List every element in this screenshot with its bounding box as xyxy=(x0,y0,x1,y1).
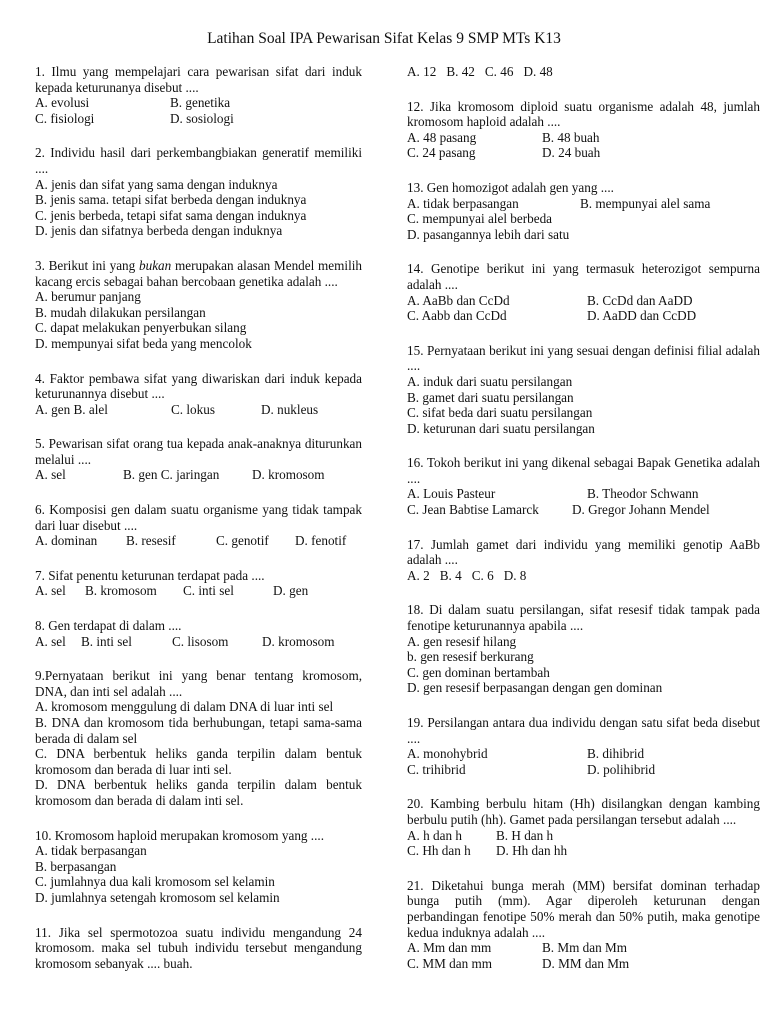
option-d: D. nukleus xyxy=(261,401,319,417)
question-11 xyxy=(35,925,362,972)
question-stem: 15. Pernyataan berikut ini yang sesuai dengan definisi filial adalah .... xyxy=(407,342,760,374)
option-d: D. gen xyxy=(273,583,309,599)
option-c: C. Aabb dan CcDd xyxy=(407,308,507,324)
right-column xyxy=(407,64,760,971)
option-c: C. 24 pasang xyxy=(407,145,476,161)
option-c: C. mempunyai alel berbeda xyxy=(407,211,553,227)
option-d: D. DNA berbentuk heliks ganda terpilin dalam bentuk kromosom dan berada di dalam inti sel. xyxy=(35,777,362,808)
option-b: B. kromosom xyxy=(85,583,157,599)
option-a: A. tidak berpasangan xyxy=(407,195,519,211)
option-d: D. jumlahnya setengah kromosom sel kelamin xyxy=(35,889,280,905)
option-d: D. fenotif xyxy=(295,533,347,549)
option-b: B. resesif xyxy=(126,533,176,549)
option-b: B. Theodor Schwann xyxy=(587,486,699,502)
option-c: C. dapat melakukan penyerbukan silang xyxy=(35,320,247,336)
question-20 xyxy=(407,796,760,858)
option-c: C. lokus xyxy=(171,401,215,417)
option-c: C. Jean Babtise Lamarck xyxy=(407,502,539,518)
option-b: B. berpasangan xyxy=(35,858,117,874)
option-a: A. tidak berpasangan xyxy=(35,843,147,859)
question-15 xyxy=(407,343,760,437)
option-d: D. Hh dan hh xyxy=(496,843,568,859)
question-stem: 4. Faktor pembawa sifat yang diwariskan dari induk kepada keturunannya disebut .... xyxy=(35,370,362,402)
question-9 xyxy=(35,668,362,808)
option-a: A. Mm dan mm xyxy=(407,940,492,956)
option-b: B. dihibrid xyxy=(587,746,645,762)
option-c: C. 6 xyxy=(471,567,494,583)
option-d: D. 8 xyxy=(503,567,527,583)
option-b: B. 42 xyxy=(446,64,475,79)
option-d: D. MM dan Mm xyxy=(542,955,630,971)
question-stem: 17. Jumlah gamet dari individu yang memiliki genotip AaBb adalah .... xyxy=(407,536,760,568)
option-a: A. kromosom menggulung di dalam DNA di luar inti sel xyxy=(35,699,334,715)
question-14 xyxy=(407,261,760,323)
option-c: C. genotif xyxy=(216,533,269,549)
option-c: C. gen dominan bertambah xyxy=(407,664,550,680)
option-d: D. pasangannya lebih dari satu xyxy=(407,226,570,242)
option-d: D. kromosom xyxy=(262,633,335,649)
option-d: D. 24 buah xyxy=(542,145,601,161)
option-b: b. gen resesif berkurang xyxy=(407,649,534,665)
option-c: C. Hh dan h xyxy=(407,843,471,859)
option-d: D. polihibrid xyxy=(587,761,656,777)
option-a: A. 48 pasang xyxy=(407,129,477,145)
question-stem xyxy=(35,258,362,289)
option-d: D. Gregor Johann Mendel xyxy=(572,502,710,518)
left-column xyxy=(35,64,362,971)
stem-emphasis: bukan xyxy=(139,257,172,273)
option-a: A. berumur panjang xyxy=(35,289,141,305)
option-a: A. sel xyxy=(35,583,66,599)
option-bc: B. gen C. jaringan xyxy=(123,467,220,483)
option-a: A. evolusi xyxy=(35,95,90,111)
question-19 xyxy=(407,715,760,777)
question-12 xyxy=(407,99,760,161)
option-a: A. jenis dan sifat yang sama dengan induknya xyxy=(35,176,278,192)
question-stem: 6. Komposisi gen dalam suatu organisme yang tidak tampak dari luar disebut .... xyxy=(35,502,362,533)
option-a: A. AaBb dan CcDd xyxy=(407,292,510,308)
question-stem: 12. Jika kromosom diploid suatu organisme adalah 48, jumlah kromosom haploid adalah .... xyxy=(407,98,760,130)
question-2 xyxy=(35,145,362,239)
option-d: D. gen resesif berpasangan dengan gen dominan xyxy=(407,680,663,696)
question-5 xyxy=(35,436,362,483)
option-ab: A. gen B. alel xyxy=(35,401,108,417)
option-c: C. jumlahnya dua kali kromosom sel kelamin xyxy=(35,874,275,890)
option-a: A. induk dari suatu persilangan xyxy=(407,373,573,389)
option-a: A. h dan h xyxy=(407,827,462,843)
question-stem: 11. Jika sel spermotozoa suatu individu mengandung 24 kromosom. maka sel tubuh individu tersebut mengandung kromosom sebanyak .... buah. xyxy=(35,924,362,971)
option-c: C. trihibrid xyxy=(407,761,466,777)
option-a: A. sel xyxy=(35,467,66,483)
question-7 xyxy=(35,568,362,599)
option-a: A. Louis Pasteur xyxy=(407,486,496,502)
stem-part: merupakan alasan Mendel memilih kacang ercis sebagai bahan bercobaan genetika adalah .... xyxy=(35,257,362,289)
question-17 xyxy=(407,537,760,584)
question-stem: 7. Sifat penentu keturunan terdapat pada .... xyxy=(35,567,265,583)
option-b: B. H dan h xyxy=(496,827,554,843)
question-8 xyxy=(35,618,362,649)
question-stem: 21. Diketahui bunga merah (MM) bersifat dominan terhadap bunga putih (mm). Agar diperoleh keturunan dengan perbandingan fenotipe 50% merah dan 50% putih, maka genotipe kedua induknya adalah .... xyxy=(407,877,760,940)
option-a: A. sel xyxy=(35,633,66,649)
option-b: B. 48 buah xyxy=(542,129,600,145)
question-stem: 5. Pewarisan sifat orang tua kepada anak-anaknya diturunkan melalui .... xyxy=(35,436,362,467)
question-stem: 16. Tokoh berikut ini yang dikenal sebagai Bapak Genetika adalah .... xyxy=(407,455,760,486)
option-d: D. keturunan dari suatu persilangan xyxy=(407,420,595,436)
option-a: A. dominan xyxy=(35,533,98,549)
question-6 xyxy=(35,502,362,549)
question-21 xyxy=(407,878,760,972)
option-b: B. inti sel xyxy=(81,633,132,649)
option-c: C. DNA berbentuk heliks ganda terpilin dalam bentuk kromosom dan berada di luar inti sel. xyxy=(35,746,362,777)
question-3 xyxy=(35,258,362,352)
question-stem: 8. Gen terdapat di dalam .... xyxy=(35,618,182,634)
option-a: A. gen resesif hilang xyxy=(407,633,517,649)
question-stem: 9.Pernyataan berikut ini yang benar tentang kromosom, DNA, dan inti sel adalah .... xyxy=(35,668,362,699)
option-b: B. 4 xyxy=(439,567,462,583)
question-1 xyxy=(35,64,362,126)
option-b: B. Mm dan Mm xyxy=(542,940,627,956)
option-b: B. CcDd dan AaDD xyxy=(587,292,693,308)
question-16 xyxy=(407,455,760,517)
option-b: B. mudah dilakukan persilangan xyxy=(35,304,206,320)
option-b: B. DNA dan kromosom tida berhubungan, tetapi sama-sama berada di dalam sel xyxy=(35,715,362,746)
question-stem: 13. Gen homozigot adalah gen yang .... xyxy=(407,179,614,195)
option-a: A. 12 xyxy=(407,64,437,79)
page-title: Latihan Soal IPA Pewarisan Sifat Kelas 9 SMP MTs K13 xyxy=(207,30,561,47)
question-stem: 20. Kambing berbulu hitam (Hh) disilangkan dengan kambing berbulu putih (hh). Gamet pada persilangan tersebut adalah .... xyxy=(407,796,760,827)
question-stem: 19. Persilangan antara dua individu dengan satu sifat beda disebut .... xyxy=(407,715,760,746)
option-c: C. 46 xyxy=(484,64,514,79)
option-c: C. lisosom xyxy=(172,633,229,649)
option-b: B. gamet dari suatu persilangan xyxy=(407,389,574,405)
option-b: B. jenis sama. tetapi sifat berbeda dengan induknya xyxy=(35,192,307,208)
question-stem: 18. Di dalam suatu persilangan, sifat resesif tidak tampak pada fenotipe keturunannya apabila .... xyxy=(407,602,760,634)
question-11-options xyxy=(407,64,760,80)
option-d: D. sosiologi xyxy=(170,110,234,126)
option-b: B. mempunyai alel sama xyxy=(580,195,711,211)
option-c: C. sifat beda dari suatu persilangan xyxy=(407,405,593,421)
option-d: D. kromosom xyxy=(252,467,325,483)
option-d: D. jenis dan sifatnya berbeda dengan induknya xyxy=(35,223,283,239)
option-c: C. fisiologi xyxy=(35,110,95,126)
option-c: C. inti sel xyxy=(183,583,234,599)
option-d: D. mempunyai sifat beda yang mencolok xyxy=(35,335,252,351)
question-stem: 10. Kromosom haploid merupakan kromosom yang .... xyxy=(35,827,324,843)
question-4 xyxy=(35,371,362,418)
stem-part: 3. Berikut ini yang xyxy=(35,257,139,273)
option-c: C. MM dan mm xyxy=(407,955,492,971)
question-18 xyxy=(407,602,760,696)
question-stem: 2. Individu hasil dari perkembangbiakan generatif memiliki .... xyxy=(35,145,362,176)
option-d: D. AaDD dan CcDD xyxy=(587,308,697,324)
question-stem: 14. Genotipe berikut ini yang termasuk heterozigot sempurna adalah .... xyxy=(407,261,760,292)
question-13 xyxy=(407,180,760,242)
option-a: A. monohybrid xyxy=(407,746,488,762)
option-c: C. jenis berbeda, tetapi sifat sama dengan induknya xyxy=(35,207,307,223)
question-stem: 1. Ilmu yang mempelajari cara pewarisan sifat dari induk kepada keturunanya disebut .... xyxy=(35,64,362,95)
option-d: D. 48 xyxy=(523,64,553,79)
option-a: A. 2 xyxy=(407,567,430,583)
question-10 xyxy=(35,828,362,906)
option-b: B. genetika xyxy=(170,95,231,111)
